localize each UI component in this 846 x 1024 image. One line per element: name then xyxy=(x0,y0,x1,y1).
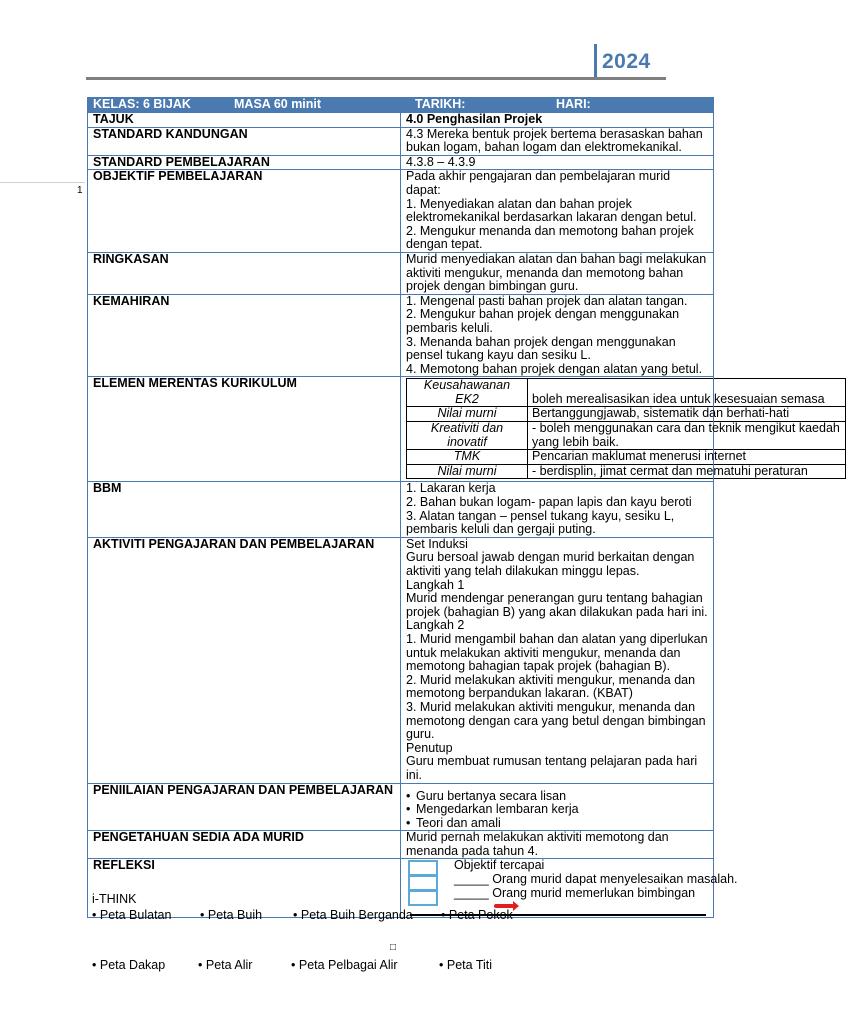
elemen-row xyxy=(407,379,846,407)
pengetahuan-label: PENGETAHUAN SEDIA ADA MURID xyxy=(88,831,401,859)
aktiviti-line: Langkah 2 xyxy=(406,618,465,633)
header-accent-bar xyxy=(594,44,597,78)
objektif-line: Pada akhir pengajaran dan pembelajaran murid dapat: xyxy=(406,169,671,197)
refleksi-bimbingan: _____ Orang murid memerlukan bimbingan xyxy=(454,886,696,901)
aktiviti-line: 3. Murid melakukan aktiviti mengukur, menanda dan memotong dengan cara yang betul dengan bimbingan guru. xyxy=(406,699,706,742)
bbm-label: BBM xyxy=(88,482,401,537)
objektif-label: OBJEKTIF PEMBELAJARAN xyxy=(88,170,401,253)
elemen-desc: - boleh menggunakan cara dan teknik mengikut kaedah yang lebih baik. xyxy=(528,422,846,450)
lesson-plan-table xyxy=(87,97,840,918)
refleksi-label: REFLEKSI xyxy=(88,859,401,918)
table-row xyxy=(88,155,714,170)
refleksi-checkbox[interactable] xyxy=(408,860,438,876)
bbm-line: 1. Lakaran kerja xyxy=(406,481,496,496)
list-item: • Guru bertanya secara lisan xyxy=(406,790,708,804)
objektif-line: 2. Mengukur menanda dan memotong bahan projek dengan tepat. xyxy=(406,223,694,252)
tajuk-value: 4.0 Penghasilan Projek xyxy=(401,113,714,128)
objektif-line: 1. Menyediakan alatan dan bahan projek elektromekanikal berdasarkan lakaran dengan betul. xyxy=(406,196,697,225)
elemen-key: Kreativiti dan inovatif xyxy=(407,422,528,450)
penilaian-label: PENIILAIAN PENGAJARAN DAN PEMBELAJARAN xyxy=(88,783,401,831)
elemen-row xyxy=(407,464,846,479)
standard-pembelajaran-label: STANDARD PEMBELAJARAN xyxy=(88,155,401,170)
refleksi-checkbox[interactable] xyxy=(408,890,438,906)
ringkasan-label: RINGKASAN xyxy=(88,252,401,294)
table-row xyxy=(88,831,714,859)
elemen-row xyxy=(407,422,846,450)
table-row xyxy=(88,783,714,831)
ithink-item: • Peta Pelbagai Alir xyxy=(291,958,398,972)
ithink-item: • Peta Buih xyxy=(200,908,262,922)
kemahiran-line: 1. Mengenal pasti bahan projek dan alatan tangan. xyxy=(406,293,688,308)
ithink-item: • Peta Alir xyxy=(198,958,252,972)
elemen-desc: - berdisplin, jimat cermat dan mematuhi peraturan xyxy=(528,464,846,479)
standard-kandungan-label: STANDARD KANDUNGAN xyxy=(88,127,401,155)
elemen-value xyxy=(401,377,840,482)
table-row xyxy=(88,170,714,253)
table-row xyxy=(88,127,714,155)
hari-label: HARI: xyxy=(556,97,591,111)
aktiviti-line: Guru bersoal jawab dengan murid berkaitan dengan aktiviti yang telah dilakukan minggu lepas. xyxy=(406,550,695,578)
header-rule xyxy=(86,77,666,80)
aktiviti-label: AKTIVITI PENGAJARAN DAN PEMBELAJARAN xyxy=(88,537,401,783)
elemen-key: Nilai murni xyxy=(407,407,528,422)
ithink-item: • Peta Buih Berganda xyxy=(293,908,413,922)
bbm-line: 3. Alatan tangan – pensel tukang kayu, sesiku L, pembaris keluli dan gergaji puting. xyxy=(406,508,675,537)
ithink-title: i-THINK xyxy=(92,892,137,906)
table-header-row xyxy=(88,98,714,113)
elemen-table xyxy=(406,378,846,479)
aktiviti-line: Penutup xyxy=(406,740,453,755)
standard-kandungan-value: 4.3 Mereka bentuk projek bertema berasaskan bahan bukan logam, bahan logam dan elektromekanikal. xyxy=(401,127,714,155)
table-row xyxy=(88,252,714,294)
tarikh-label: TARIKH: xyxy=(415,97,466,111)
aktiviti-line: Langkah 1 xyxy=(406,577,465,592)
elemen-row xyxy=(407,407,846,422)
page-mark: 1 xyxy=(77,185,83,196)
elemen-desc: boleh merealisasikan idea untuk kesesuaian semasa xyxy=(528,379,846,407)
elemen-key: Nilai murni xyxy=(407,464,528,479)
list-item: • Teori dan amali xyxy=(406,817,708,831)
elemen-row xyxy=(407,450,846,465)
table-row xyxy=(88,537,714,783)
tajuk-label: TAJUK xyxy=(88,113,401,128)
kemahiran-line: 3. Menanda bahan projek dengan menggunakan pensel tukang kayu dan sesiku L. xyxy=(406,334,676,363)
aktiviti-line: Set Induksi xyxy=(406,536,468,551)
elemen-desc: Bertanggungjawab, sistematik dan berhati-hati xyxy=(528,407,846,422)
placeholder-glyph-icon: □ xyxy=(390,942,397,953)
elemen-key: Keusahawanan EK2 xyxy=(407,379,528,407)
aktiviti-line: 2. Murid melakukan aktiviti mengukur, menanda dan memotong berpandukan lakaran. (KBAT) xyxy=(406,672,696,701)
elemen-desc: Pencarian maklumat menerusi internet xyxy=(528,450,846,465)
ithink-item: • Peta Titi xyxy=(439,958,492,972)
table-row xyxy=(88,482,714,537)
bbm-line: 2. Bahan bukan logam- papan lapis dan kayu beroti xyxy=(406,495,692,510)
penilaian-value xyxy=(401,783,714,831)
aktiviti-line: Murid mendengar penerangan guru tentang bahagian projek (bahagian B) yang akan dilakukan pada hari ini. xyxy=(406,591,708,619)
refleksi-selesai: _____ Orang murid dapat menyelesaikan masalah. xyxy=(454,872,738,887)
kemahiran-line: 4. Memotong bahan projek dengan alatan yang betul. xyxy=(406,361,703,376)
penilaian-list xyxy=(406,790,708,831)
year-label: 2024 xyxy=(602,50,651,73)
masa-label: MASA 60 minit xyxy=(234,97,322,111)
table-row xyxy=(88,294,714,377)
aktiviti-value xyxy=(401,537,714,783)
bbm-value xyxy=(401,482,714,537)
standard-pembelajaran-value: 4.3.8 – 4.3.9 xyxy=(401,155,714,170)
ithink-item: • Peta Dakap xyxy=(92,958,165,972)
objektif-value xyxy=(401,170,714,253)
ringkasan-value: Murid menyediakan alatan dan bahan bagi melakukan aktiviti mengukur, menanda dan memotong bahan projek dengan bimbingan guru. xyxy=(401,252,714,294)
pengetahuan-value: Murid pernah melakukan aktiviti memotong dan menanda pada tahun 4. xyxy=(401,831,714,859)
refleksi-checkbox[interactable] xyxy=(408,875,438,891)
kemahiran-label: KEMAHIRAN xyxy=(88,294,401,377)
ithink-item: • Peta Bulatan xyxy=(92,908,171,922)
list-item: • Mengedarkan lembaran kerja xyxy=(406,803,708,817)
table-row xyxy=(88,113,714,128)
aktiviti-line: Guru membuat rumusan tentang pelajaran pada hari ini. xyxy=(406,754,698,782)
aktiviti-line: 1. Murid mengambil bahan dan alatan yang diperlukan untuk melakukan aktiviti mengukur, menanda dan memotong bahagian tapak projek (bahagian B). xyxy=(406,631,708,674)
elemen-key: TMK xyxy=(407,450,528,465)
elemen-label: ELEMEN MERENTAS KURIKULUM xyxy=(88,377,401,482)
kelas-label: KELAS: 6 BIJAK xyxy=(93,97,191,111)
margin-rule xyxy=(0,182,85,183)
kemahiran-value xyxy=(401,294,714,377)
kemahiran-line: 2. Mengukur bahan projek dengan menggunakan pembaris keluli. xyxy=(406,307,680,335)
table-row xyxy=(88,377,714,482)
ithink-item: • Peta Pokok xyxy=(441,908,513,922)
refleksi-objektif: Objektif tercapai xyxy=(454,858,545,873)
